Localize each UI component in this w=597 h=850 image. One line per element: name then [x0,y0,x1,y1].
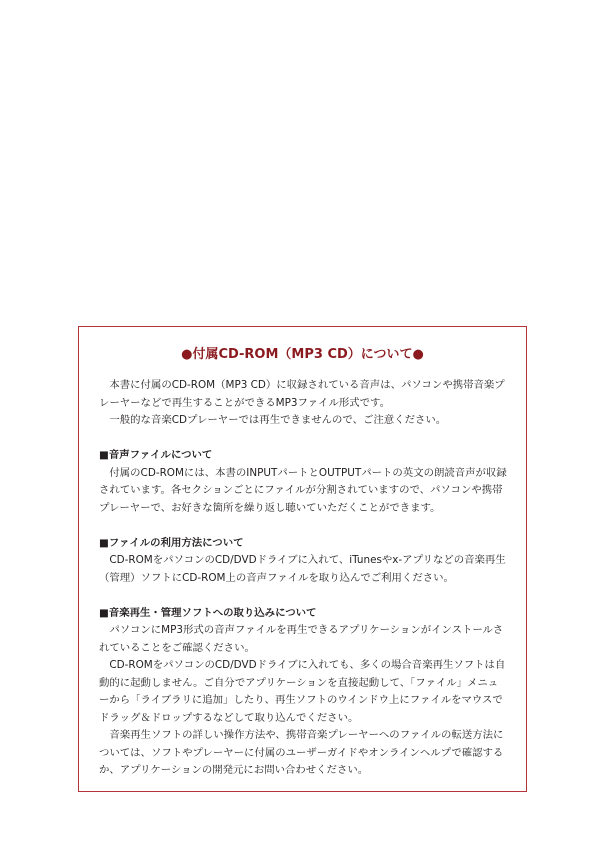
section-paragraph: CD-ROMをパソコンのCD/DVDドライブに入れて、iTunesやx-アプリなどの音楽再生（管理）ソフトにCD-ROM上の音声ファイルを取り込んでご利用ください。 [99,554,506,584]
section-paragraph: パソコンにMP3形式の音声ファイルを再生できるアプリケーションがインストールされていることをご確認ください。 [99,624,504,654]
section-spacer [99,587,508,605]
cd-rom-notice-box [78,326,527,792]
notice-title: ●付属CD-ROM（MP3 CD）について● [181,347,424,362]
section-heading-file-usage: ■ファイルの利用方法について [99,536,244,549]
intro-paragraph: 一般的な音楽CDプレーヤーでは再生できませんので、ご注意ください。 [109,414,447,426]
section-heading-audio-files: ■音声ファイルについて [99,449,213,461]
section-paragraph: 付属のCD-ROMには、本書のINPUTパートとOUTPUTパートの英文の朗読音声が収録されています。各セクションごとにファイルが分割されていますので、パソコンや携帯プレーヤーで、お好きな箇所を繰り返し聴いていただくことができます。 [99,466,507,514]
section-spacer [99,430,508,448]
intro-paragraph: 本書に付属のCD-ROM（MP3 CD）に収録されている音声は、パソコンや携帯音楽プレーヤーなどで再生することができるMP3ファイル形式です。 [99,379,505,409]
section-paragraph: CD-ROMをパソコンのCD/DVDドライブに入れても、多くの場合音楽再生ソフトは自動的に起動しません。ご自分でアプリケーションを直接起動して、「ファイル」メニューから「ライブラリに追加」したり、再生ソフトのウインドウ上にファイルをマウスでドラッグ＆ドロップするなどして取り込んでください。 [99,659,506,724]
notice-body [99,377,508,780]
section-spacer [99,517,508,535]
section-heading-import: ■音楽再生・管理ソフトへの取り込みについて [99,606,317,619]
section-paragraph: 音楽再生ソフトの詳しい操作方法や、携帯音楽プレーヤーへのファイルの転送方法については、ソフトやプレーヤーに付属のユーザーガイドやオンラインヘルプで確認するか、アプリケーションの開発元にお問い合わせください。 [99,729,504,776]
